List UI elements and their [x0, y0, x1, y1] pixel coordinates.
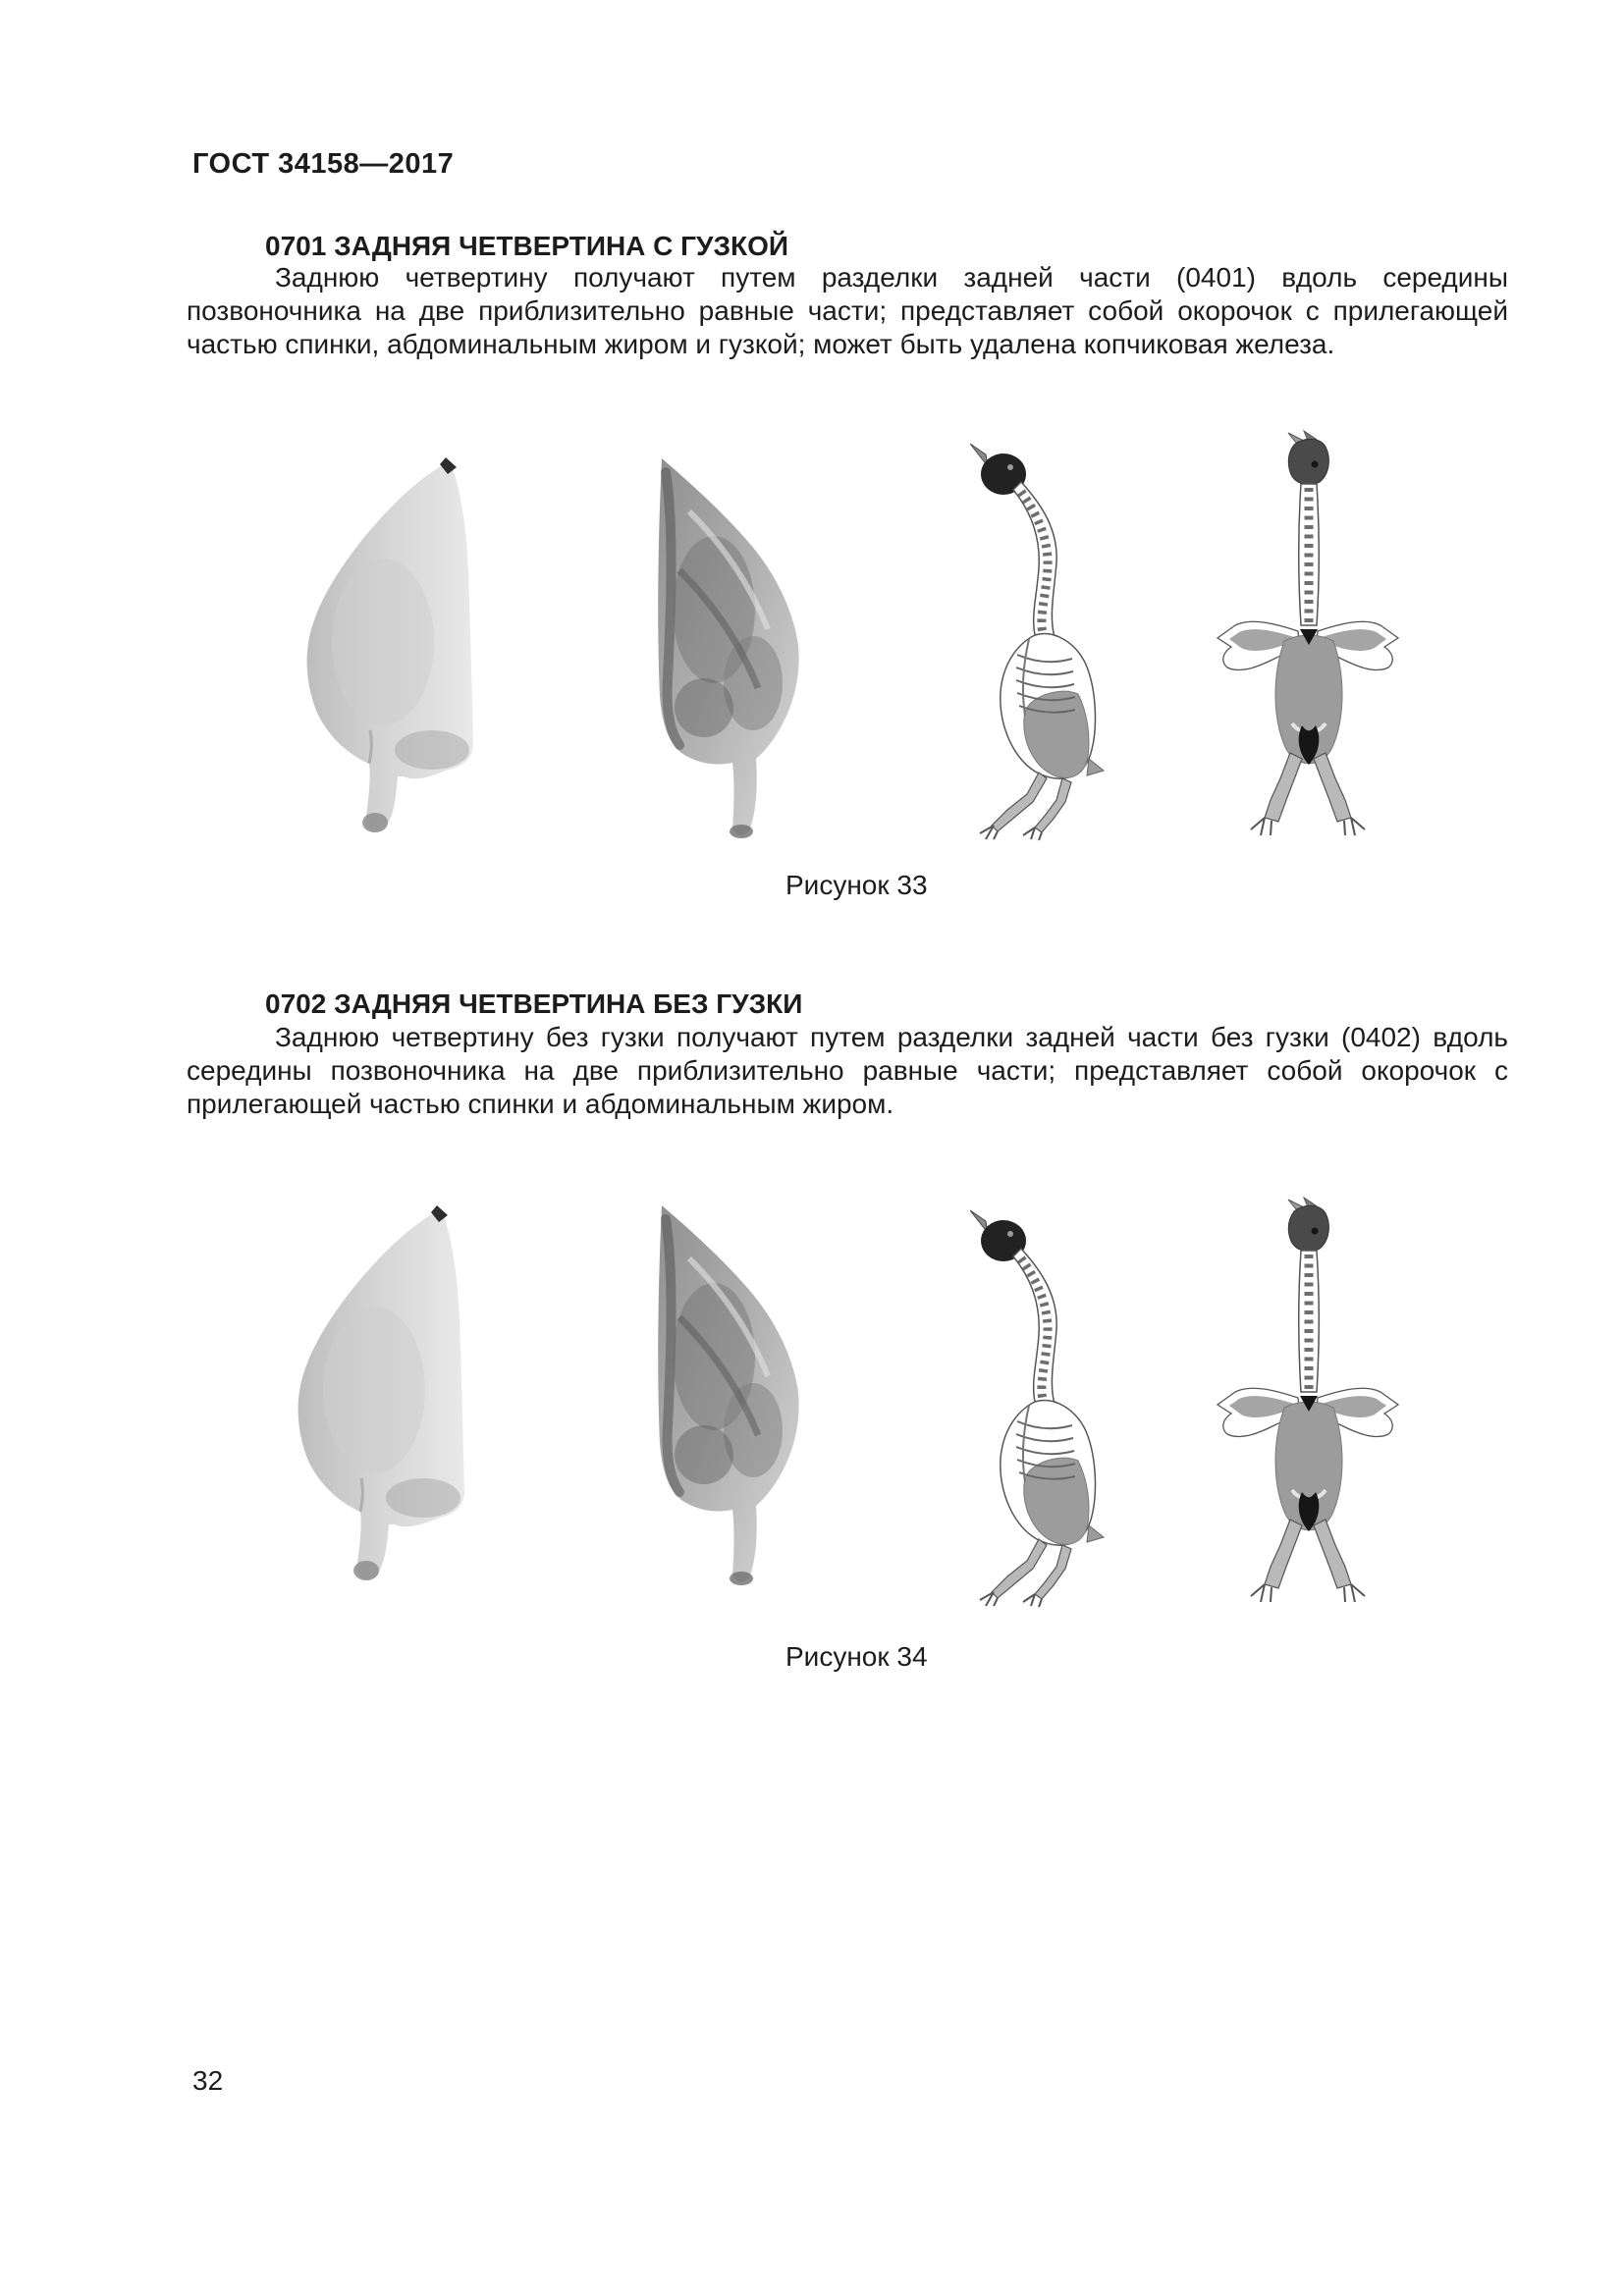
section-0702-paragraph: Заднюю четвертину без гузки получают путем разделки задней части без гузки (0402) вдоль середины позвоночника на две приблизительно равные части; представляет собой окорочок с прилегающей частью спинки и абдоминальным жиром.	[187, 1022, 1508, 1119]
section-0701-paragraph: Заднюю четвертину получают путем разделки задней части (0401) вдоль середины позвоночника на две приблизительно равные части; представляет собой окорочок с прилегающей частью спинки, абдоминальным жиром и гузкой; может быть удалена копчиковая железа.	[187, 262, 1508, 359]
rear-quarter-bone-side-photo	[611, 1200, 808, 1585]
rear-quarter-skin-side-photo	[281, 1203, 488, 1581]
carcass-skeleton-front-view-diagram	[1210, 429, 1406, 841]
carcass-skeleton-front-view-diagram	[1210, 1196, 1406, 1608]
section-0701-title: 0701 ЗАДНЯЯ ЧЕТВЕРТИНА С ГУЗКОЙ	[265, 231, 788, 261]
rear-quarter-skin-side-photo	[290, 455, 497, 833]
document-header: ГОСТ 34158—2017	[192, 148, 455, 180]
figure-33-caption: Рисунок 33	[785, 870, 928, 900]
page-number: 32	[192, 2065, 224, 2096]
section-0702-title: 0702 ЗАДНЯЯ ЧЕТВЕРТИНА БЕЗ ГУЗКИ	[265, 988, 803, 1019]
rear-quarter-bone-side-photo	[611, 453, 808, 838]
figure-34-caption: Рисунок 34	[785, 1641, 928, 1672]
carcass-skeleton-side-view-diagram	[970, 429, 1108, 841]
carcass-skeleton-side-view-diagram	[970, 1196, 1108, 1608]
